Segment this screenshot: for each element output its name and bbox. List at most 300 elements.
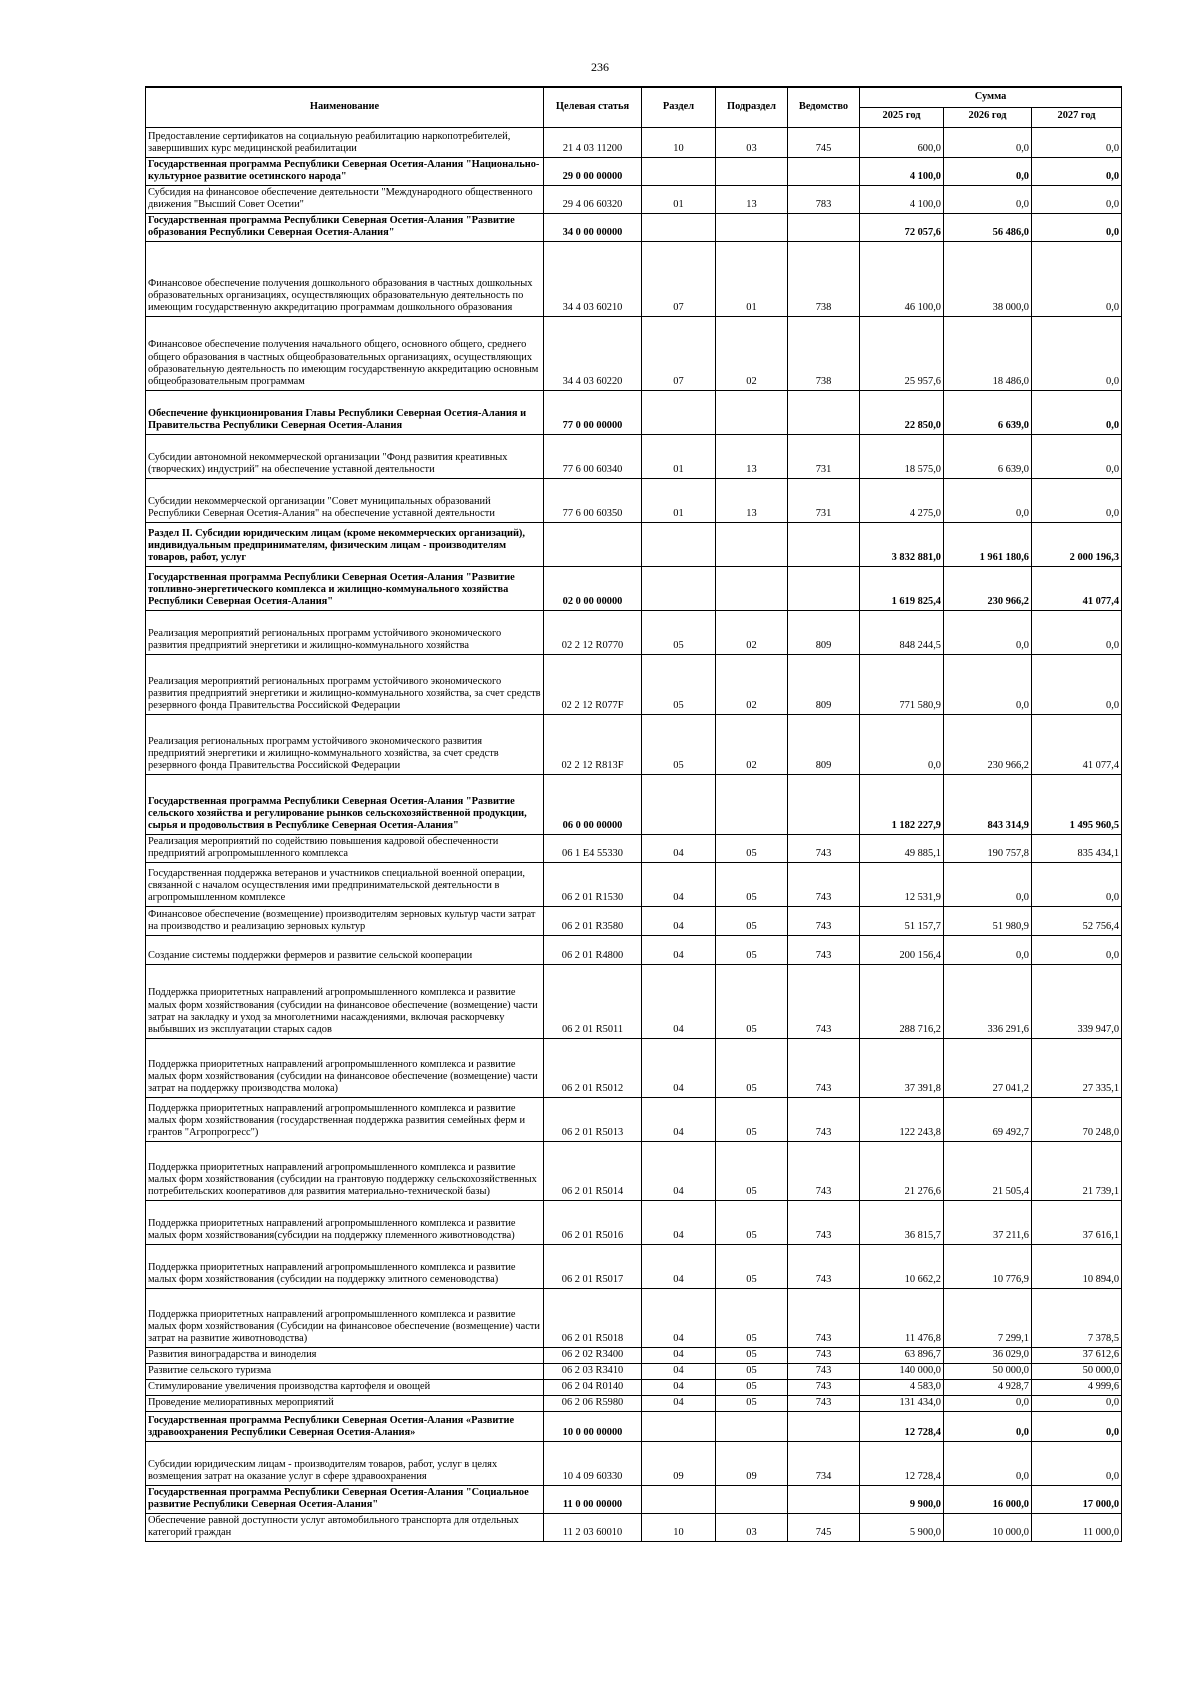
row-target-code: 11 2 03 60010 xyxy=(544,1513,642,1541)
row-amount-2025: 22 850,0 xyxy=(860,390,944,434)
table-row xyxy=(146,834,1122,862)
row-section: 04 xyxy=(642,834,716,862)
row-amount-2026: 0,0 xyxy=(944,1441,1032,1485)
row-section: 04 xyxy=(642,1200,716,1244)
row-amount-2025: 72 057,6 xyxy=(860,213,944,241)
table-row xyxy=(146,1395,1122,1411)
row-section: 05 xyxy=(642,610,716,654)
row-amount-2027: 0,0 xyxy=(1032,213,1122,241)
row-target-code: 06 2 01 R5016 xyxy=(544,1200,642,1244)
page-number: 236 xyxy=(591,60,609,74)
row-name: Поддержка приоритетных направлений агропромышленного комплекса и развитие малых форм хозяйствования (субсидии на поддержку элитного семеноводства) xyxy=(146,1244,544,1288)
row-name: Обеспечение равной доступности услуг автомобильного транспорта для отдельных категорий граждан xyxy=(146,1513,544,1541)
row-dept: 809 xyxy=(788,610,860,654)
row-target-code: 06 2 01 R5017 xyxy=(544,1244,642,1288)
row-amount-2026: 7 299,1 xyxy=(944,1288,1032,1347)
row-name: Государственная поддержка ветеранов и участников специальной военной операции, связанной с началом осуществления ими предпринимательской деятельности в агропромышленном комплексе xyxy=(146,862,544,906)
row-amount-2025: 18 575,0 xyxy=(860,434,944,478)
row-amount-2025: 771 580,9 xyxy=(860,654,944,714)
row-name: Реализация мероприятий региональных программ устойчивого экономического развития предприятий энергетики и жилищно-коммунального хозяйства, за счет средств резервного фонда Правительства Российской Федерации xyxy=(146,654,544,714)
header-year-2026: 2026 год xyxy=(944,107,1032,127)
row-section: 04 xyxy=(642,964,716,1038)
row-target-code: 06 2 03 R3410 xyxy=(544,1363,642,1379)
row-target-code: 06 2 01 R5012 xyxy=(544,1038,642,1097)
row-name: Реализация мероприятий по содействию повышения кадровой обеспеченности предприятий агропромышленного комплекса xyxy=(146,834,544,862)
table-row xyxy=(146,241,1122,316)
row-amount-2026: 0,0 xyxy=(944,1411,1032,1441)
row-name: Проведение мелиоративных мероприятий xyxy=(146,1395,544,1411)
row-section xyxy=(642,522,716,566)
row-dept: 743 xyxy=(788,1363,860,1379)
row-amount-2027: 835 434,1 xyxy=(1032,834,1122,862)
row-amount-2025: 9 900,0 xyxy=(860,1485,944,1513)
row-subsection: 13 xyxy=(716,185,788,213)
row-dept: 743 xyxy=(788,935,860,964)
row-subsection: 05 xyxy=(716,1288,788,1347)
row-amount-2026: 37 211,6 xyxy=(944,1200,1032,1244)
row-subsection xyxy=(716,157,788,185)
row-target-code: 06 2 01 R1530 xyxy=(544,862,642,906)
row-amount-2026: 190 757,8 xyxy=(944,834,1032,862)
row-dept: 738 xyxy=(788,316,860,390)
row-subsection: 02 xyxy=(716,714,788,774)
row-amount-2027: 27 335,1 xyxy=(1032,1038,1122,1097)
row-section: 10 xyxy=(642,1513,716,1541)
row-amount-2025: 63 896,7 xyxy=(860,1347,944,1363)
row-subsection: 05 xyxy=(716,1244,788,1288)
row-target-code: 29 0 00 00000 xyxy=(544,157,642,185)
row-amount-2027: 0,0 xyxy=(1032,390,1122,434)
row-section: 04 xyxy=(642,1379,716,1395)
row-name: Реализация мероприятий региональных программ устойчивого экономического развития предприятий энергетики и жилищно-коммунального хозяйства xyxy=(146,610,544,654)
row-subsection: 05 xyxy=(716,1395,788,1411)
row-dept: 743 xyxy=(788,834,860,862)
row-target-code: 06 2 06 R5980 xyxy=(544,1395,642,1411)
row-dept xyxy=(788,213,860,241)
row-dept: 743 xyxy=(788,964,860,1038)
row-subsection: 05 xyxy=(716,1097,788,1141)
row-section: 09 xyxy=(642,1441,716,1485)
row-name: Предоставление сертификатов на социальную реабилитацию наркопотребителей, завершивших курс медицинской реабилитации xyxy=(146,127,544,157)
row-target-code: 06 2 02 R3400 xyxy=(544,1347,642,1363)
row-target-code: 02 2 12 R0770 xyxy=(544,610,642,654)
row-amount-2026: 0,0 xyxy=(944,478,1032,522)
row-target-code: 02 2 12 R077F xyxy=(544,654,642,714)
header-year-2027: 2027 год xyxy=(1032,107,1122,127)
row-dept: 743 xyxy=(788,862,860,906)
row-amount-2027: 1 495 960,5 xyxy=(1032,774,1122,834)
row-amount-2027: 21 739,1 xyxy=(1032,1141,1122,1200)
row-target-code: 77 6 00 60350 xyxy=(544,478,642,522)
row-name: Поддержка приоритетных направлений агропромышленного комплекса и развитие малых форм хозяйствования (субсидии на финансовое обеспечение (возмещение) части затрат на поддержку производства молока) xyxy=(146,1038,544,1097)
row-name: Финансовое обеспечение получения дошкольного образования в частных дошкольных образовательных организациях, осуществляющих образовательную деятельность по имеющим государственную аккредитацию программам дошкольного образования xyxy=(146,241,544,316)
row-amount-2026: 10 776,9 xyxy=(944,1244,1032,1288)
row-name: Реализация региональных программ устойчивого экономического развития предприятий энергетики и жилищно-коммунального хозяйства, за счет средств резервного фонда Правительства Российской Федерации xyxy=(146,714,544,774)
row-section: 04 xyxy=(642,1347,716,1363)
row-amount-2026: 0,0 xyxy=(944,610,1032,654)
row-amount-2025: 288 716,2 xyxy=(860,964,944,1038)
row-target-code: 06 2 01 R5018 xyxy=(544,1288,642,1347)
row-section: 04 xyxy=(642,906,716,935)
row-amount-2026: 6 639,0 xyxy=(944,434,1032,478)
row-amount-2026: 0,0 xyxy=(944,127,1032,157)
row-amount-2027: 0,0 xyxy=(1032,127,1122,157)
row-amount-2026: 0,0 xyxy=(944,862,1032,906)
row-section: 05 xyxy=(642,654,716,714)
row-name: Государственная программа Республики Северная Осетия-Алания "Развитие топливно-энергетического комплекса и жилищно-коммунального хозяйства Республики Северная Осетия-Алания" xyxy=(146,566,544,610)
row-section xyxy=(642,390,716,434)
row-dept: 731 xyxy=(788,478,860,522)
row-subsection xyxy=(716,566,788,610)
row-subsection: 02 xyxy=(716,654,788,714)
row-amount-2026: 843 314,9 xyxy=(944,774,1032,834)
header-dept: Ведомство xyxy=(788,87,860,127)
table-row xyxy=(146,566,1122,610)
row-amount-2026: 1 961 180,6 xyxy=(944,522,1032,566)
row-section: 04 xyxy=(642,935,716,964)
row-subsection: 13 xyxy=(716,478,788,522)
row-target-code: 06 2 01 R5011 xyxy=(544,964,642,1038)
row-amount-2025: 12 728,4 xyxy=(860,1441,944,1485)
table-row xyxy=(146,1141,1122,1200)
row-dept: 738 xyxy=(788,241,860,316)
row-section xyxy=(642,1485,716,1513)
table-row xyxy=(146,1347,1122,1363)
table-row xyxy=(146,906,1122,935)
row-name: Субсидии некоммерческой организации "Совет муниципальных образований Республики Северная Осетия-Алания" на обеспечение уставной деятельности xyxy=(146,478,544,522)
row-amount-2027: 339 947,0 xyxy=(1032,964,1122,1038)
row-subsection: 05 xyxy=(716,1038,788,1097)
row-amount-2025: 46 100,0 xyxy=(860,241,944,316)
row-target-code: 02 0 00 00000 xyxy=(544,566,642,610)
row-dept: 743 xyxy=(788,1395,860,1411)
row-amount-2026: 36 029,0 xyxy=(944,1347,1032,1363)
row-section: 04 xyxy=(642,1097,716,1141)
row-amount-2025: 36 815,7 xyxy=(860,1200,944,1244)
row-amount-2027: 0,0 xyxy=(1032,185,1122,213)
row-target-code: 10 0 00 00000 xyxy=(544,1411,642,1441)
row-amount-2025: 0,0 xyxy=(860,714,944,774)
row-amount-2027: 37 616,1 xyxy=(1032,1200,1122,1244)
row-target-code: 06 1 E4 55330 xyxy=(544,834,642,862)
row-subsection: 05 xyxy=(716,964,788,1038)
row-dept: 743 xyxy=(788,1141,860,1200)
row-amount-2025: 600,0 xyxy=(860,127,944,157)
row-dept xyxy=(788,157,860,185)
row-amount-2026: 4 928,7 xyxy=(944,1379,1032,1395)
row-amount-2025: 11 476,8 xyxy=(860,1288,944,1347)
row-amount-2027: 52 756,4 xyxy=(1032,906,1122,935)
row-amount-2027: 7 378,5 xyxy=(1032,1288,1122,1347)
row-amount-2025: 10 662,2 xyxy=(860,1244,944,1288)
row-amount-2027: 0,0 xyxy=(1032,241,1122,316)
row-name: Финансовое обеспечение (возмещение) производителям зерновых культур части затрат на производство и реализацию зерновых культур xyxy=(146,906,544,935)
row-name: Обеспечение функционирования Главы Республики Северная Осетия-Алания и Правительства Республики Северная Осетия-Алания xyxy=(146,390,544,434)
row-amount-2025: 4 275,0 xyxy=(860,478,944,522)
row-section xyxy=(642,774,716,834)
row-amount-2025: 4 100,0 xyxy=(860,157,944,185)
row-name: Субсидии юридическим лицам - производителям товаров, работ, услуг в целях возмещения затрат на оказание услуг в сфере здравоохранения xyxy=(146,1441,544,1485)
row-subsection: 02 xyxy=(716,610,788,654)
row-target-code: 06 2 01 R4800 xyxy=(544,935,642,964)
row-dept xyxy=(788,390,860,434)
row-amount-2026: 18 486,0 xyxy=(944,316,1032,390)
row-amount-2027: 2 000 196,3 xyxy=(1032,522,1122,566)
row-amount-2026: 0,0 xyxy=(944,654,1032,714)
row-dept: 743 xyxy=(788,906,860,935)
row-amount-2025: 12 728,4 xyxy=(860,1411,944,1441)
row-target-code: 06 2 01 R5014 xyxy=(544,1141,642,1200)
row-dept xyxy=(788,522,860,566)
row-amount-2026: 56 486,0 xyxy=(944,213,1032,241)
row-name: Субсидия на финансовое обеспечение деятельности "Международного общественного движения "Высший Совет Осетии" xyxy=(146,185,544,213)
row-amount-2025: 122 243,8 xyxy=(860,1097,944,1141)
row-name: Государственная программа Республики Северная Осетия-Алания "Социальное развитие Республики Северная Осетия-Алания" xyxy=(146,1485,544,1513)
row-amount-2027: 10 894,0 xyxy=(1032,1244,1122,1288)
row-amount-2026: 50 000,0 xyxy=(944,1363,1032,1379)
row-section: 07 xyxy=(642,316,716,390)
row-section: 04 xyxy=(642,1038,716,1097)
table-row xyxy=(146,1379,1122,1395)
table-row xyxy=(146,964,1122,1038)
row-amount-2025: 140 000,0 xyxy=(860,1363,944,1379)
row-amount-2027: 0,0 xyxy=(1032,1441,1122,1485)
row-target-code: 02 2 12 R813F xyxy=(544,714,642,774)
row-amount-2025: 1 182 227,9 xyxy=(860,774,944,834)
row-amount-2026: 230 966,2 xyxy=(944,714,1032,774)
row-dept: 743 xyxy=(788,1200,860,1244)
row-subsection: 05 xyxy=(716,1347,788,1363)
table-row xyxy=(146,127,1122,157)
row-subsection: 02 xyxy=(716,316,788,390)
row-amount-2025: 51 157,7 xyxy=(860,906,944,935)
row-section: 04 xyxy=(642,1288,716,1347)
header-subsection: Подраздел xyxy=(716,87,788,127)
row-amount-2026: 230 966,2 xyxy=(944,566,1032,610)
row-target-code: 77 6 00 60340 xyxy=(544,434,642,478)
row-dept: 743 xyxy=(788,1038,860,1097)
row-section: 04 xyxy=(642,862,716,906)
row-amount-2025: 49 885,1 xyxy=(860,834,944,862)
header-year-2025: 2025 год xyxy=(860,107,944,127)
row-name: Финансовое обеспечение получения начального общего, основного общего, среднего общего образования в частных общеобразовательных организациях, осуществляющих образовательную деятельность по имеющим государственную аккредитацию основным общеобразовательным программам xyxy=(146,316,544,390)
row-dept: 743 xyxy=(788,1347,860,1363)
row-dept: 809 xyxy=(788,654,860,714)
row-target-code: 29 4 06 60320 xyxy=(544,185,642,213)
row-amount-2026: 10 000,0 xyxy=(944,1513,1032,1541)
row-subsection: 05 xyxy=(716,1363,788,1379)
row-amount-2026: 336 291,6 xyxy=(944,964,1032,1038)
row-amount-2025: 5 900,0 xyxy=(860,1513,944,1541)
row-name: Государственная программа Республики Северная Осетия-Алания "Развитие образования Республики Северная Осетия-Алания" xyxy=(146,213,544,241)
row-amount-2026: 6 639,0 xyxy=(944,390,1032,434)
row-target-code: 34 4 03 60220 xyxy=(544,316,642,390)
row-amount-2027: 11 000,0 xyxy=(1032,1513,1122,1541)
row-section: 04 xyxy=(642,1244,716,1288)
row-amount-2025: 4 100,0 xyxy=(860,185,944,213)
table-row xyxy=(146,1097,1122,1141)
row-dept: 731 xyxy=(788,434,860,478)
row-amount-2026: 27 041,2 xyxy=(944,1038,1032,1097)
header-sum: Сумма xyxy=(860,87,1122,107)
row-dept: 783 xyxy=(788,185,860,213)
row-subsection: 05 xyxy=(716,862,788,906)
row-dept xyxy=(788,566,860,610)
row-amount-2025: 848 244,5 xyxy=(860,610,944,654)
row-amount-2027: 0,0 xyxy=(1032,478,1122,522)
row-dept xyxy=(788,1411,860,1441)
row-name: Государственная программа Республики Северная Осетия-Алания "Развитие сельского хозяйства и регулирование рынков сельскохозяйственной продукции, сырья и продовольствия в Республике Северная Осетия-Алания" xyxy=(146,774,544,834)
row-section: 07 xyxy=(642,241,716,316)
row-name: Поддержка приоритетных направлений агропромышленного комплекса и развитие малых форм хозяйствования (государственная поддержка развития семейных ферм и грантов "Агропрогресс") xyxy=(146,1097,544,1141)
table-row xyxy=(146,1411,1122,1441)
row-name: Развитие сельского туризма xyxy=(146,1363,544,1379)
row-section: 05 xyxy=(642,714,716,774)
row-amount-2026: 0,0 xyxy=(944,1395,1032,1411)
table-row xyxy=(146,316,1122,390)
table-row xyxy=(146,1244,1122,1288)
row-amount-2027: 0,0 xyxy=(1032,1395,1122,1411)
row-amount-2027: 70 248,0 xyxy=(1032,1097,1122,1141)
row-section: 01 xyxy=(642,478,716,522)
table-row xyxy=(146,390,1122,434)
row-amount-2025: 4 583,0 xyxy=(860,1379,944,1395)
row-section xyxy=(642,213,716,241)
row-amount-2026: 16 000,0 xyxy=(944,1485,1032,1513)
row-amount-2027: 0,0 xyxy=(1032,654,1122,714)
table-row xyxy=(146,185,1122,213)
row-amount-2026: 0,0 xyxy=(944,157,1032,185)
row-name: Создание системы поддержки фермеров и развитие сельской кооперации xyxy=(146,935,544,964)
row-subsection: 05 xyxy=(716,1379,788,1395)
row-name: Поддержка приоритетных направлений агропромышленного комплекса и развитие малых форм хозяйствования (Субсидии на финансовое обеспечение (возмещение) части затрат на развитие животноводства) xyxy=(146,1288,544,1347)
header-section: Раздел xyxy=(642,87,716,127)
row-target-code: 06 2 04 R0140 xyxy=(544,1379,642,1395)
row-amount-2025: 200 156,4 xyxy=(860,935,944,964)
row-subsection xyxy=(716,390,788,434)
row-section: 10 xyxy=(642,127,716,157)
row-dept: 743 xyxy=(788,1379,860,1395)
table-row xyxy=(146,1485,1122,1513)
row-section xyxy=(642,157,716,185)
row-subsection xyxy=(716,774,788,834)
row-dept: 743 xyxy=(788,1244,860,1288)
row-subsection: 05 xyxy=(716,1141,788,1200)
row-section xyxy=(642,566,716,610)
table-row xyxy=(146,714,1122,774)
row-target-code: 34 4 03 60210 xyxy=(544,241,642,316)
row-name: Развития виноградарства и виноделия xyxy=(146,1347,544,1363)
table-row xyxy=(146,1513,1122,1541)
row-amount-2027: 0,0 xyxy=(1032,935,1122,964)
table-row xyxy=(146,434,1122,478)
row-name: Раздел II. Субсидии юридическим лицам (кроме некоммерческих организаций), индивидуальным предпринимателям, физическим лицам - производителям товаров, работ, услуг xyxy=(146,522,544,566)
row-amount-2026: 51 980,9 xyxy=(944,906,1032,935)
row-amount-2026: 21 505,4 xyxy=(944,1141,1032,1200)
row-subsection: 09 xyxy=(716,1441,788,1485)
row-subsection xyxy=(716,1411,788,1441)
row-subsection xyxy=(716,213,788,241)
table-row xyxy=(146,774,1122,834)
row-subsection: 03 xyxy=(716,127,788,157)
row-amount-2026: 69 492,7 xyxy=(944,1097,1032,1141)
row-target-code: 34 0 00 00000 xyxy=(544,213,642,241)
row-dept: 743 xyxy=(788,1097,860,1141)
row-subsection: 05 xyxy=(716,834,788,862)
row-amount-2027: 41 077,4 xyxy=(1032,566,1122,610)
row-section: 04 xyxy=(642,1363,716,1379)
row-amount-2027: 37 612,6 xyxy=(1032,1347,1122,1363)
row-target-code: 06 2 01 R5013 xyxy=(544,1097,642,1141)
row-amount-2025: 3 832 881,0 xyxy=(860,522,944,566)
row-amount-2027: 0,0 xyxy=(1032,434,1122,478)
row-amount-2025: 37 391,8 xyxy=(860,1038,944,1097)
row-amount-2027: 17 000,0 xyxy=(1032,1485,1122,1513)
budget-table xyxy=(145,86,1122,1542)
table-row xyxy=(146,610,1122,654)
table-row xyxy=(146,654,1122,714)
table-body xyxy=(146,127,1122,1541)
row-amount-2027: 0,0 xyxy=(1032,610,1122,654)
row-section: 01 xyxy=(642,434,716,478)
row-amount-2027: 0,0 xyxy=(1032,862,1122,906)
row-target-code: 21 4 03 11200 xyxy=(544,127,642,157)
row-target-code: 06 2 01 R3580 xyxy=(544,906,642,935)
table-row xyxy=(146,157,1122,185)
row-amount-2025: 131 434,0 xyxy=(860,1395,944,1411)
row-amount-2027: 50 000,0 xyxy=(1032,1363,1122,1379)
table-row xyxy=(146,213,1122,241)
row-name: Поддержка приоритетных направлений агропромышленного комплекса и развитие малых форм хозяйствования(субсидии на поддержку племенного животноводства) xyxy=(146,1200,544,1244)
row-subsection: 13 xyxy=(716,434,788,478)
row-subsection: 05 xyxy=(716,935,788,964)
row-amount-2025: 12 531,9 xyxy=(860,862,944,906)
row-subsection xyxy=(716,1485,788,1513)
row-dept xyxy=(788,774,860,834)
table-row xyxy=(146,1200,1122,1244)
row-section: 01 xyxy=(642,185,716,213)
row-amount-2027: 0,0 xyxy=(1032,316,1122,390)
row-name: Стимулирование увеличения производства картофеля и овощей xyxy=(146,1379,544,1395)
row-subsection: 03 xyxy=(716,1513,788,1541)
header-target: Целевая статья xyxy=(544,87,642,127)
row-name: Государственная программа Республики Северная Осетия-Алания "Национально-культурное развитие осетинского народа" xyxy=(146,157,544,185)
row-amount-2027: 4 999,6 xyxy=(1032,1379,1122,1395)
row-amount-2025: 25 957,6 xyxy=(860,316,944,390)
row-subsection: 05 xyxy=(716,906,788,935)
row-dept: 743 xyxy=(788,1288,860,1347)
row-dept: 745 xyxy=(788,1513,860,1541)
row-section: 04 xyxy=(642,1395,716,1411)
table-row xyxy=(146,862,1122,906)
row-amount-2026: 0,0 xyxy=(944,185,1032,213)
row-amount-2026: 0,0 xyxy=(944,935,1032,964)
row-section: 04 xyxy=(642,1141,716,1200)
table-row xyxy=(146,935,1122,964)
row-name: Поддержка приоритетных направлений агропромышленного комплекса и развитие малых форм хозяйствования (субсидии на финансовое обеспечение (возмещение) части затрат на закладку и уход за многолетними насаждениями, включая раскорчевку выбывших из эксплуатации старых садов xyxy=(146,964,544,1038)
row-name: Поддержка приоритетных направлений агропромышленного комплекса и развитие малых форм хозяйствования (субсидии на грантовую поддержку сельскохозяйственных потребительских кооперативов для развития материально-технической базы) xyxy=(146,1141,544,1200)
row-target-code: 77 0 00 00000 xyxy=(544,390,642,434)
row-amount-2027: 0,0 xyxy=(1032,1411,1122,1441)
table-header xyxy=(146,87,1122,127)
row-amount-2026: 38 000,0 xyxy=(944,241,1032,316)
row-amount-2025: 1 619 825,4 xyxy=(860,566,944,610)
row-target-code: 11 0 00 00000 xyxy=(544,1485,642,1513)
row-target-code: 06 0 00 00000 xyxy=(544,774,642,834)
table-row xyxy=(146,1363,1122,1379)
row-dept: 734 xyxy=(788,1441,860,1485)
table-row xyxy=(146,478,1122,522)
